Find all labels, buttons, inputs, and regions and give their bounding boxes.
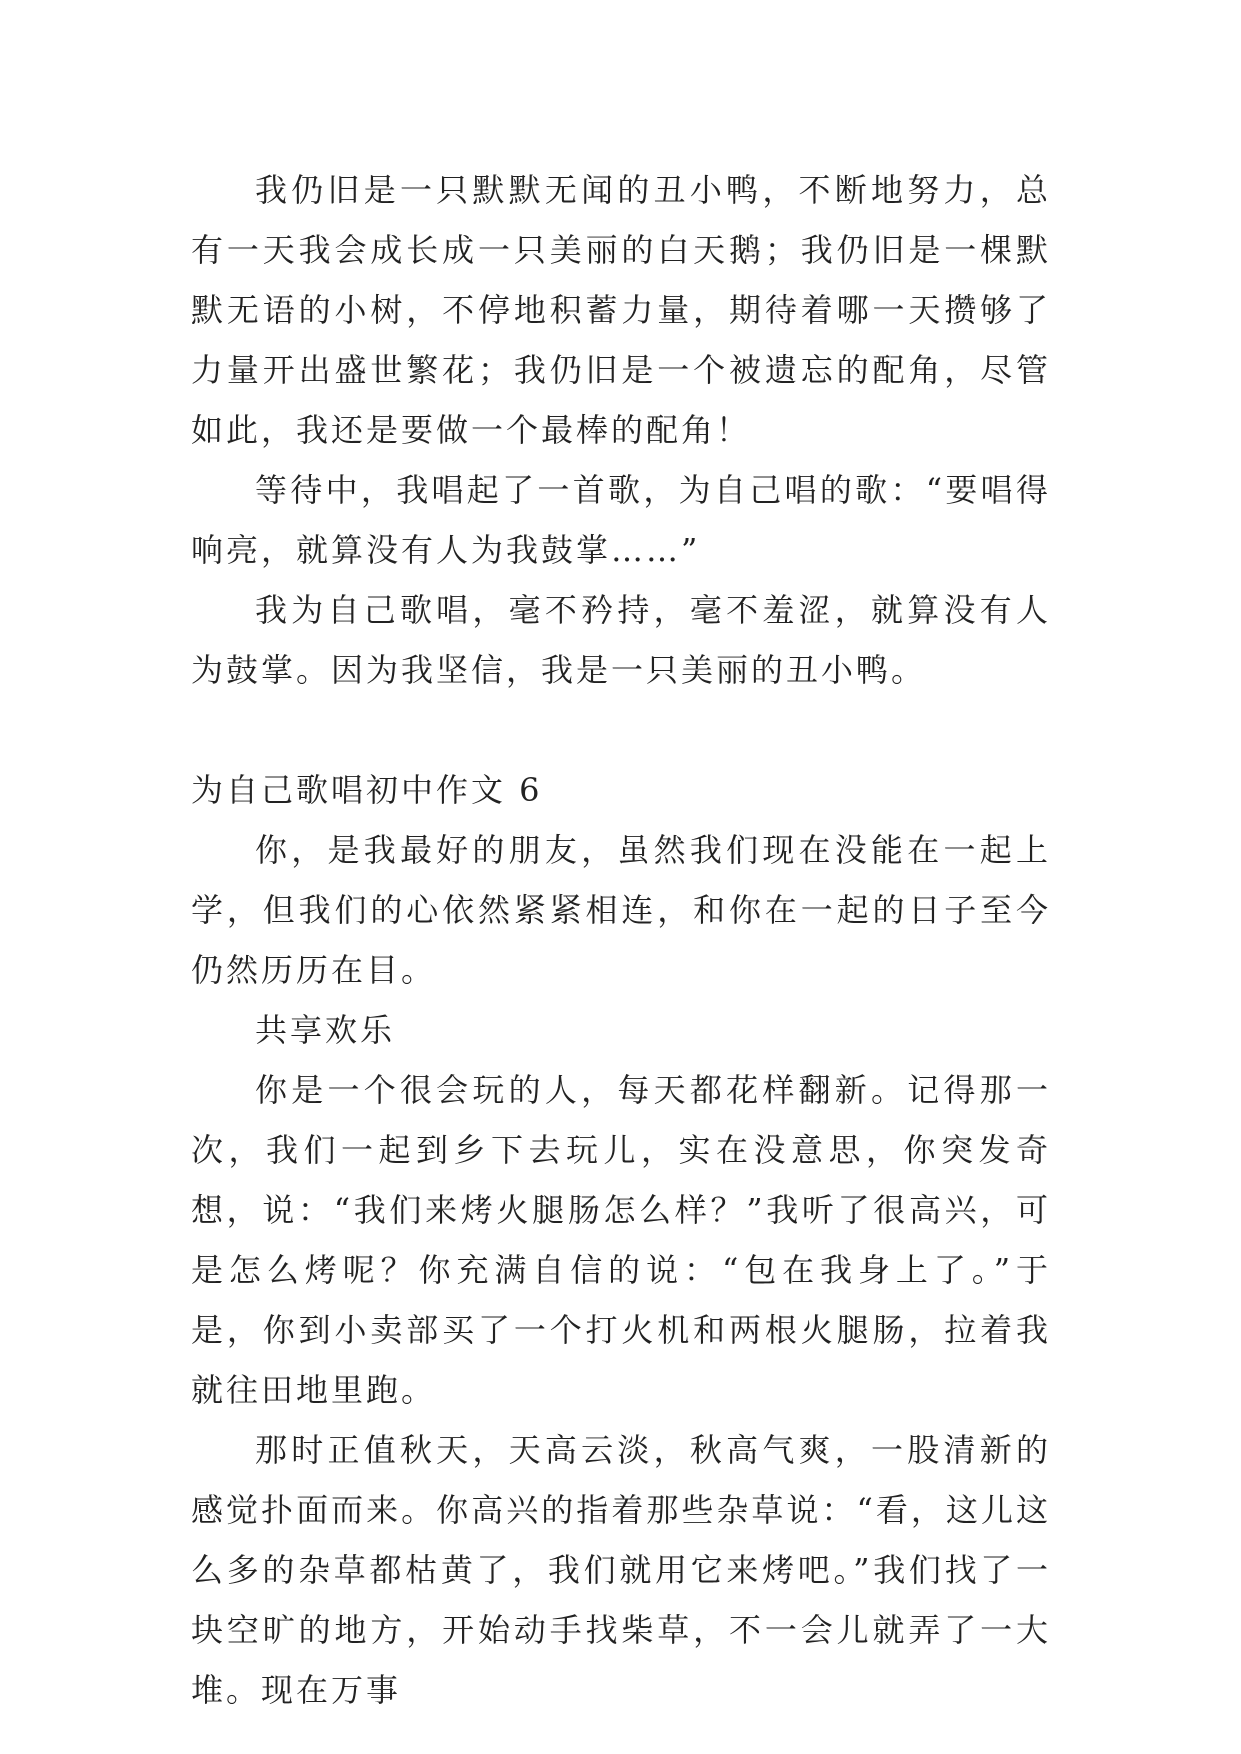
paragraph: 你是一个很会玩的人，每天都花样翻新。记得那一次，我们一起到乡下去玩儿，实在没意思，你突发奇想，说：“我们来烤火腿肠怎么样？”我听了很高兴，可是怎么烤呢？你充满自信的说：“包在我身上了。”于是，你到小卖部买了一个打火机和两根火腿肠，拉着我就往田地里跑。 — [191, 1071, 1051, 1409]
paragraph: 我仍旧是一只默默无闻的丑小鸭，不断地努力，总有一天我会成长成一只美丽的白天鹅；我仍旧是一棵默默无语的小树，不停地积蓄力量，期待着哪一天攒够了力量开出盛世繁花；我仍旧是一个被遗忘的配角，尽管如此，我还是要做一个最棒的配角！ — [191, 171, 1051, 449]
paragraph: 那时正值秋天，天高云淡，秋高气爽，一股清新的感觉扑面而来。你高兴的指着那些杂草说：“看，这儿这么多的杂草都枯黄了，我们就用它来烤吧。”我们找了一块空旷的地方，开始动手找柴草，不一会儿就弄了一大堆。现在万事 — [191, 1431, 1051, 1709]
section-title: 为自己歌唱初中作文 6 — [191, 771, 543, 809]
subheading: 共享欢乐 — [255, 1011, 396, 1049]
document-body — [191, 160, 1051, 1720]
paragraph: 我为自己歌唱，毫不矜持，毫不羞涩，就算没有人为鼓掌。因为我坚信，我是一只美丽的丑小鸭。 — [191, 591, 1051, 689]
paragraph: 你，是我最好的朋友，虽然我们现在没能在一起上学，但我们的心依然紧紧相连，和你在一起的日子至今仍然历历在目。 — [191, 831, 1051, 989]
paragraph: 等待中，我唱起了一首歌，为自己唱的歌：“要唱得响亮，就算没有人为我鼓掌……” — [191, 471, 1051, 569]
paragraph-spacer — [191, 700, 1051, 760]
